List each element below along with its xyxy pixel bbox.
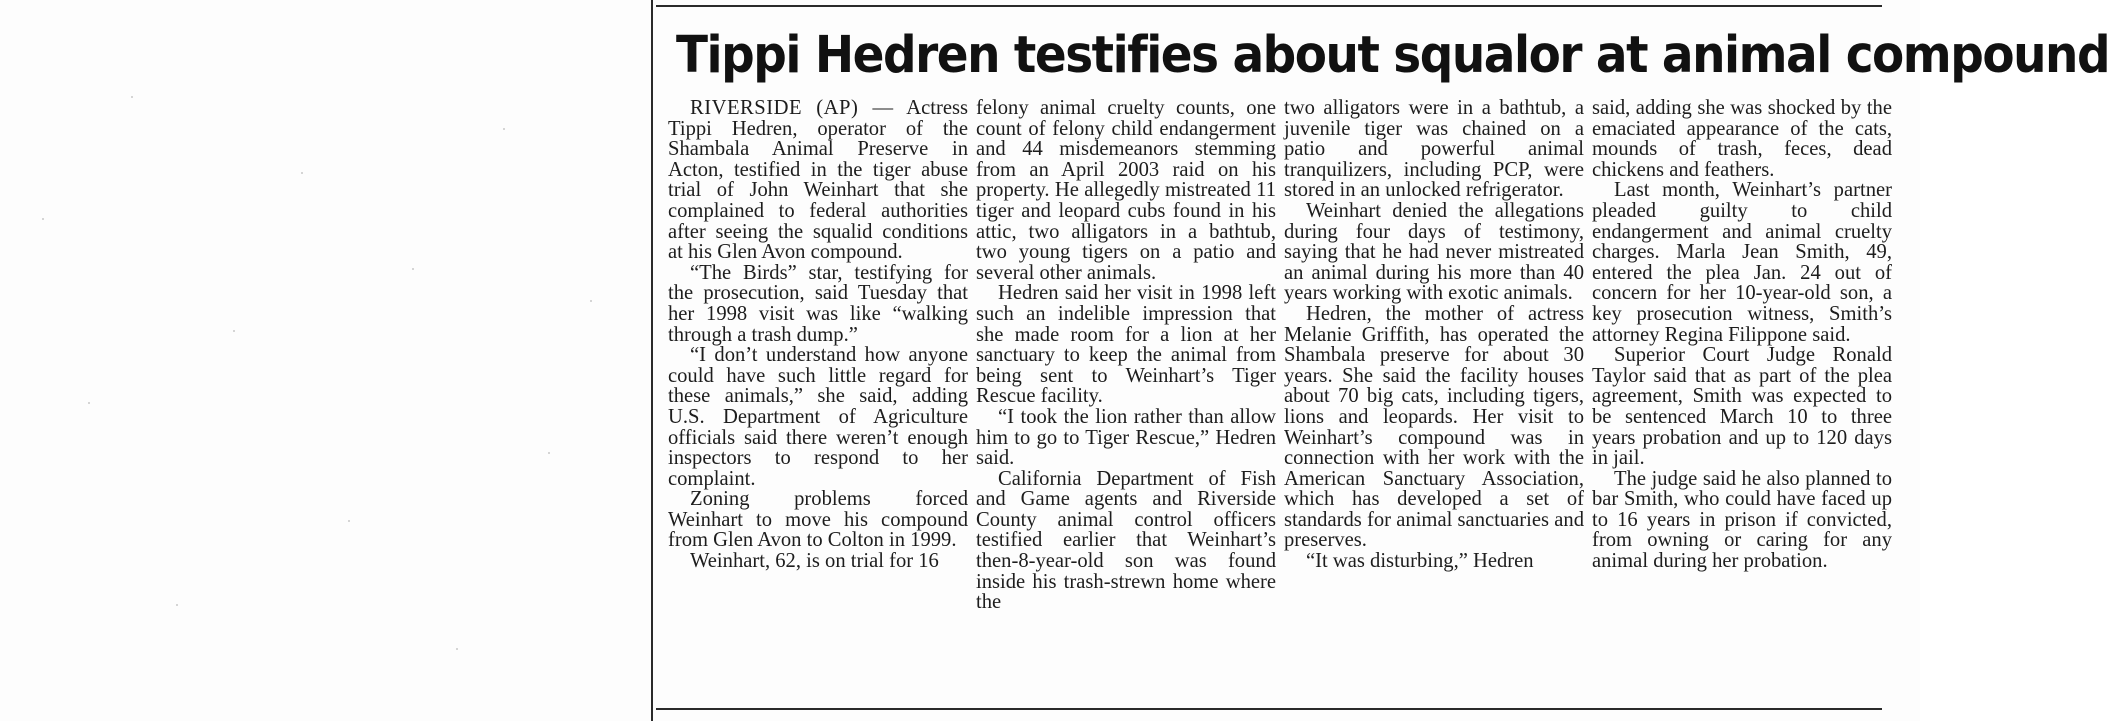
article-paragraph: said, adding she was shocked by the emaciated appearance of the cats, mounds of trash, feces, dead chickens and feathers.: [1592, 97, 1892, 181]
article-paragraph: Weinhart, 62, is on trial for 16: [690, 550, 939, 573]
article-column-1: [668, 98, 968, 688]
scan-speck: [590, 300, 592, 302]
scan-speck: [412, 268, 414, 270]
article-paragraph: The judge said he also planned to bar Smith, who could have faced up to 16 years in prison if convicted, from owning or caring for any animal during her probation.: [1592, 467, 1892, 573]
article-paragraph: Hedren, the mother of actress Melanie Griffith, has operated the Shambala preserve for about 30 years. She said the facility houses about 70 big cats, including tigers, lions and leopards. Her visit to Weinhart’s compound was in connection with her work with the American Sanctuary Association, which has developed a set of standards for animal sanctuaries and preserves.: [1284, 302, 1584, 552]
article-paragraph: Superior Court Judge Ronald Taylor said that as part of the plea agreement, Smith was expected to be sentenced March 10 to three years probation and up to 120 days in jail.: [1592, 344, 1892, 470]
article-paragraph: Weinhart denied the allegations during four days of testimony, saying that he had never mistreated an animal during his more than 40 years working with exotic animals.: [1284, 199, 1584, 305]
scan-speck: [548, 452, 550, 454]
article-column-2: [976, 98, 1276, 688]
article-paragraph: felony animal cruelty counts, one count of felony child endangerment and 44 misdemeanors stemming from an April 2003 raid on his property. He allegedly mistreated 11 tiger and leopard cubs found in his attic, two alligators in a bathtub, two young tigers on a patio and several other animals.: [976, 97, 1276, 284]
article-column-4: [1592, 98, 1892, 688]
scan-speck: [503, 128, 505, 130]
article-headline: Tippi Hedren testifies about squalor at animal compound: [676, 26, 2109, 85]
bottom-rule: [656, 708, 1882, 710]
article-paragraph: Last month, Weinhart’s partner pleaded guilty to child endangerment and animal cruelty charges. Marla Jean Smith, 49, entered the plea Jan. 24 out of concern for her 10-year-old son, a key prosecution witness, Smith’s attorney Regina Filippone said.: [1592, 179, 1892, 346]
scan-speck: [456, 648, 458, 650]
article-paragraph: “I don’t understand how anyone could have such little regard for these animals,” she said, adding U.S. Department of Agriculture officials said there weren’t enough inspectors to respond to her complaint.: [668, 344, 968, 490]
scan-speck: [176, 604, 178, 606]
article-column-3: [1284, 98, 1584, 688]
scan-speck: [348, 520, 350, 522]
scan-speck: [88, 402, 90, 404]
article-paragraph: California Department of Fish and Game agents and Riverside County animal control officers testified earlier that Weinhart’s then-8-year-old son was found inside his trash-strewn home where the: [976, 467, 1276, 614]
paragraph-text: Actress Tippi Hedren, operator of the Shambala Animal Preserve in Acton, testified in the tiger abuse trial of John Weinhart that she complained to federal authorities after seeing the squalid conditions at his Glen Avon compound.: [668, 97, 968, 264]
article-paragraph: “The Birds” star, testifying for the prosecution, said Tuesday that her 1998 visit was like “walking through a trash dump.”: [668, 261, 968, 346]
article-paragraph: two alligators were in a bathtub, a juvenile tiger was chained on a patio and powerful animal tranquilizers, including PCP, were stored in an unlocked refrigerator.: [1284, 97, 1584, 202]
blank-margin: [0, 0, 650, 721]
scan-speck: [301, 172, 303, 174]
top-rule: [656, 5, 1882, 7]
scan-speck: [42, 218, 44, 220]
clipping-left-border: [651, 0, 653, 721]
scan-speck: [233, 330, 235, 332]
article-paragraph: “It was disturbing,” Hedren: [1306, 550, 1534, 573]
article-body: [668, 97, 1892, 688]
dateline: RIVERSIDE (AP) —: [690, 97, 894, 119]
article-paragraph: Hedren said her visit in 1998 left such an indelible impression that she made room for a lion at her sanctuary to keep the animal from being sent to Weinhart’s Tiger Rescue facility.: [976, 282, 1276, 408]
article-paragraph: “I took the lion rather than allow him to go to Tiger Rescue,” Hedren said.: [976, 405, 1276, 470]
scan-speck: [131, 96, 133, 98]
article-paragraph: Zoning problems forced Weinhart to move his compound from Glen Avon to Colton in 1999.: [668, 488, 968, 552]
article-paragraph: [668, 98, 968, 263]
